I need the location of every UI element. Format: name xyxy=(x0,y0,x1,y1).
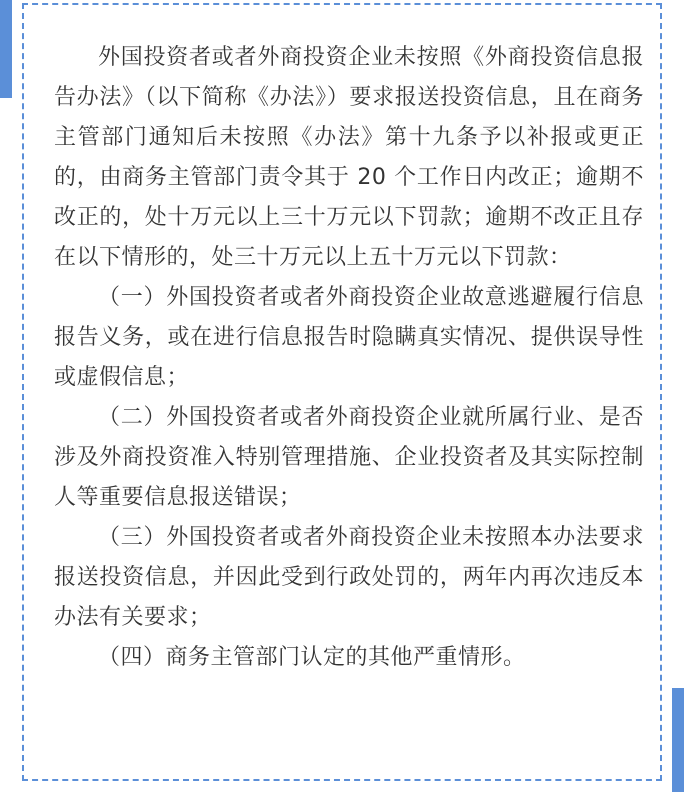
document-body xyxy=(54,38,644,678)
paragraph-item-4: （四）商务主管部门认定的其他严重情形。 xyxy=(98,645,526,670)
paragraph-intro: 外国投资者或者外商投资企业未按照《外商投资信息报告办法》（以下简称《办法》）要求报送投资信息，且在商务主管部门通知后未按照《办法》第十九条予以补报或更正的，由商务主管部门责令其于 20 个工作日内改正；逾期不改正的，处十万元以上三十万元以下罚款；逾期不改正且存在以下情形的，处三十万元以上五十万元以下罚款： xyxy=(54,45,644,270)
left-accent-bar xyxy=(0,0,12,98)
right-accent-bar xyxy=(672,688,684,792)
paragraph-item-1: （一）外国投资者或者外商投资企业故意逃避履行信息报告义务，或在进行信息报告时隐瞒真实情况、提供误导性或虚假信息； xyxy=(54,285,644,390)
paragraph-item-2: （二）外国投资者或者外商投资企业就所属行业、是否涉及外商投资准入特别管理措施、企业投资者及其实际控制人等重要信息报送错误； xyxy=(54,405,644,510)
paragraph-item-3: （三）外国投资者或者外商投资企业未按照本办法要求报送投资信息，并因此受到行政处罚的，两年内再次违反本办法有关要求； xyxy=(54,525,644,630)
